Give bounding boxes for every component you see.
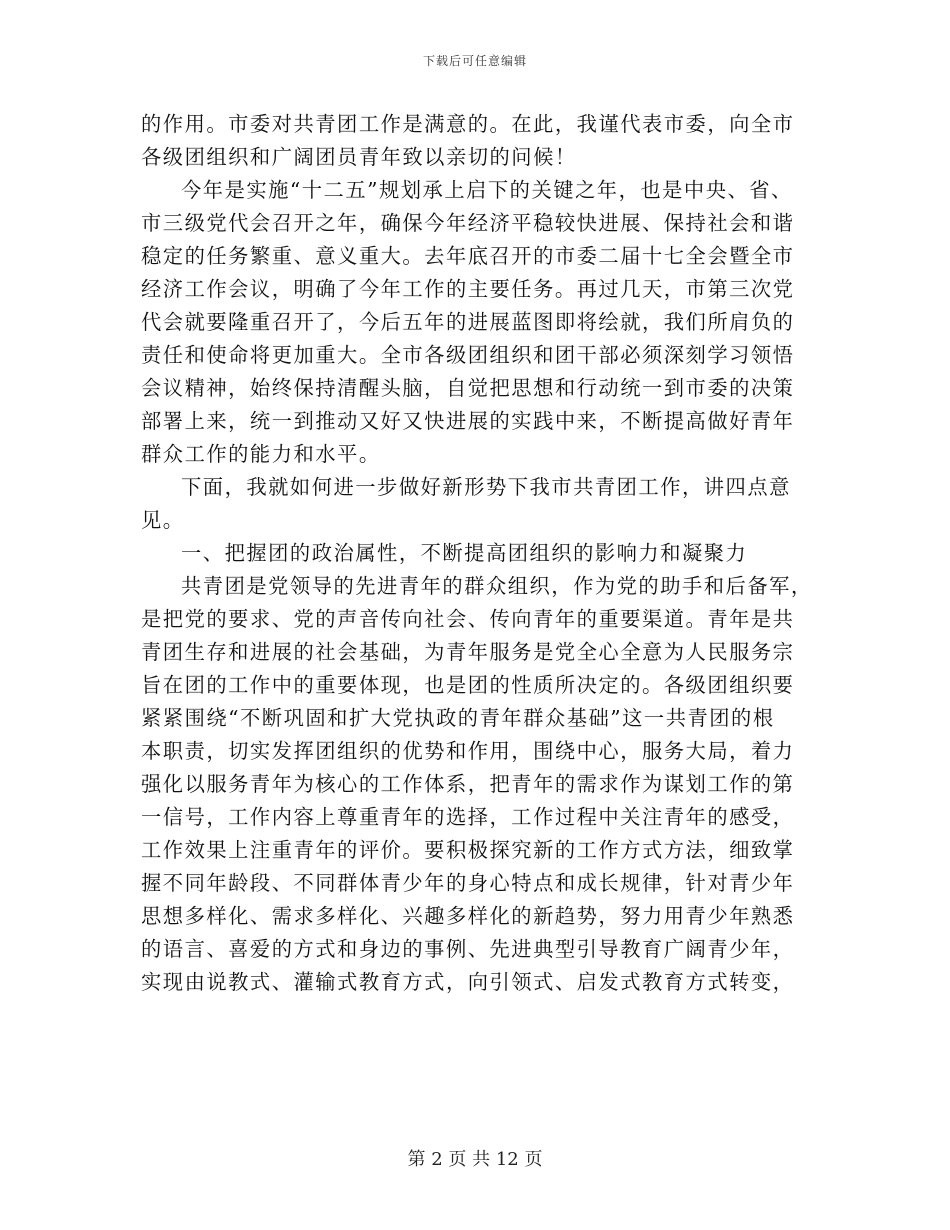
document-body	[141, 108, 821, 999]
text-line: 的语言、喜爱的方式和身边的事例、先进典型引导教育广阔青少年，	[141, 937, 795, 961]
text-line: 实现由说教式、灌输式教育方式，向引领式、启发式教育方式转变，	[141, 970, 795, 994]
text-line: 是把党的要求、党的声音传向社会、传向青年的重要渠道。青年是共	[141, 607, 795, 631]
text-line: 会议精神，始终保持清醒头脑，自觉把思想和行动统一到市委的决策	[141, 376, 795, 400]
text-line: 一、把握团的政治属性，不断提高团组织的影响力和凝聚力	[181, 541, 748, 565]
text-line: 稳定的任务繁重、意义重大。去年底召开的市委二届十七全会暨全市	[141, 244, 795, 268]
text-line: 共青团是党领导的先进青年的群众组织，作为党的助手和后备军，	[181, 574, 813, 598]
text-line: 见。	[141, 508, 185, 532]
text-line: 部署上来，统一到推动又好又快进展的实践中来，不断提高做好青年	[141, 409, 795, 433]
text-line: 思想多样化、需求多样化、兴趣多样化的新趋势，努力用青少年熟悉	[141, 904, 795, 928]
text-line: 强化以服务青年为核心的工作体系，把青年的需求作为谋划工作的第	[141, 772, 795, 796]
text-line: 责任和使命将更加重大。全市各级团组织和团干部必须深刻学习领悟	[141, 343, 795, 367]
text-line: 代会就要隆重召开了，今后五年的进展蓝图即将绘就，我们所肩负的	[141, 310, 795, 334]
text-line: 青团生存和进展的社会基础，为青年服务是党全心全意为人民服务宗	[141, 640, 795, 664]
text-line: 旨在团的工作中的重要体现，也是团的性质所决定的。各级团组织要	[141, 673, 795, 697]
page-number: 第 2 页 共 12 页	[407, 1149, 543, 1170]
page-header-note: 下载后可任意编辑	[422, 54, 527, 68]
text-line: 紧紧围绕“不断巩固和扩大党执政的青年群众基础”这一共青团的根	[141, 706, 775, 730]
text-line: 一信号，工作内容上尊重青年的选择，工作过程中关注青年的感受，	[141, 805, 795, 829]
text-line: 今年是实施“十二五”规划承上启下的关键之年，也是中央、省、	[181, 178, 793, 202]
text-line: 本职责，切实发挥团组织的优势和作用，围绕中心，服务大局，着力	[141, 739, 795, 763]
text-line: 握不同年龄段、不同群体青少年的身心特点和成长规律，针对青少年	[141, 871, 795, 895]
text-line: 群众工作的能力和水平。	[141, 442, 381, 466]
text-line: 经济工作会议，明确了今年工作的主要任务。再过几天，市第三次党	[141, 277, 795, 301]
text-line: 的作用。市委对共青团工作是满意的。在此，我谨代表市委，向全市	[141, 112, 795, 136]
text-line: 各级团组织和广阔团员青年致以亲切的问候！	[141, 145, 577, 169]
text-line: 工作效果上注重青年的评价。要积极探究新的工作方式方法，细致掌	[141, 838, 795, 862]
text-line: 市三级党代会召开之年，确保今年经济平稳较快进展、保持社会和谐	[141, 211, 795, 235]
text-line: 下面，我就如何进一步做好新形势下我市共青团工作，讲四点意	[181, 475, 791, 499]
